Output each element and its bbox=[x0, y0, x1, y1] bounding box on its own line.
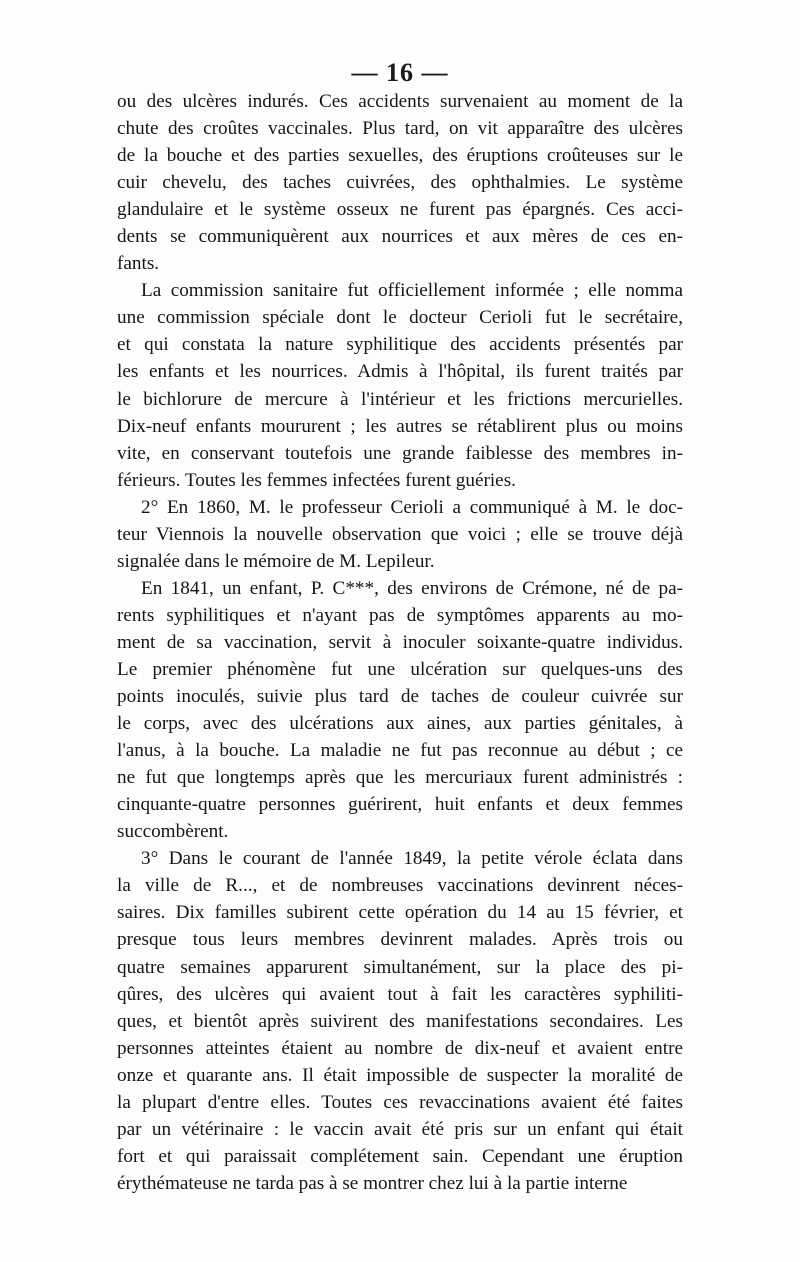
text-line: ne fut que longtemps après que les mercuriaux furent administrés : bbox=[117, 767, 683, 789]
text-line: vite, en conservant toutefois une grande faiblesse des membres in- bbox=[117, 442, 683, 464]
text-line: ou des ulcères indurés. Ces accidents survenaient au moment de la bbox=[117, 91, 683, 112]
text-line: cuir chevelu, des taches cuivrées, des ophthalmies. Le système bbox=[117, 172, 683, 194]
text-line: La commission sanitaire fut officiellement informée ; elle nomma bbox=[141, 280, 683, 302]
text-line: presque tous leurs membres devinrent malades. Après trois ou bbox=[117, 929, 683, 951]
text-line: la ville de R..., et de nombreuses vaccinations devinrent néces- bbox=[117, 875, 683, 897]
text-line: points inoculés, suivie plus tard de taches de couleur cuivrée sur bbox=[117, 686, 683, 708]
page-number: — 16 — bbox=[351, 58, 449, 87]
text-line: Dix-neuf enfants moururent ; les autres se rétablirent plus ou moins bbox=[117, 415, 683, 437]
text-line: ment de sa vaccination, servit à inoculer soixante-quatre individus. bbox=[117, 631, 683, 653]
body-text bbox=[117, 88, 683, 1197]
text-line: fort et qui paraissait complétement sain. Cependant une éruption bbox=[117, 1145, 683, 1167]
text-line: la plupart d'entre elles. Toutes ces revaccinations avaient été faites bbox=[117, 1091, 683, 1113]
text-line: dents se communiquèrent aux nourrices et aux mères de ces en- bbox=[117, 226, 683, 248]
text-line: En 1841, un enfant, P. C***, des environs de Crémone, né de pa- bbox=[141, 577, 683, 599]
text-line: chute des croûtes vaccinales. Plus tard, on vit apparaître des ulcères bbox=[117, 118, 683, 140]
text-line: onze et quarante ans. Il était impossible de suspecter la moralité de bbox=[117, 1064, 683, 1086]
text-line: teur Viennois la nouvelle observation que voici ; elle se trouve déjà bbox=[117, 523, 683, 545]
text-line: fants. bbox=[117, 253, 160, 275]
text-line: érythémateuse ne tarda pas à se montrer chez lui à la partie interne bbox=[117, 1172, 628, 1194]
text-line: le bichlorure de mercure à l'intérieur et les frictions mercurielles. bbox=[117, 388, 683, 410]
paragraph bbox=[117, 575, 683, 845]
text-line: de la bouche et des parties sexuelles, des éruptions croûteuses sur le bbox=[117, 145, 683, 167]
text-line: 2° En 1860, M. le professeur Cerioli a communiqué à M. le doc- bbox=[141, 496, 683, 518]
paragraph bbox=[117, 845, 683, 1197]
paragraph bbox=[117, 494, 683, 575]
text-line: ques, et bientôt après suivirent des manifestations secondaires. Les bbox=[117, 1010, 683, 1032]
text-line: quatre semaines apparurent simultanément, sur la place des pi- bbox=[117, 956, 683, 978]
text-line: une commission spéciale dont le docteur Cerioli fut le secrétaire, bbox=[117, 307, 683, 329]
paragraph bbox=[117, 88, 683, 277]
text-line: rents syphilitiques et n'ayant pas de symptômes apparents au mo- bbox=[117, 604, 683, 626]
text-line: saires. Dix familles subirent cette opération du 14 au 15 février, et bbox=[117, 902, 683, 924]
text-line: personnes atteintes étaient au nombre de dix-neuf et avaient entre bbox=[117, 1037, 683, 1059]
text-line: férieurs. Toutes les femmes infectées furent guéries. bbox=[117, 469, 516, 491]
text-line: et qui constata la nature syphilitique des accidents présentés par bbox=[117, 334, 683, 356]
text-line: glandulaire et le système osseux ne furent pas épargnés. Ces acci- bbox=[117, 199, 683, 221]
text-line: qûres, des ulcères qui avaient tout à fait les caractères syphiliti- bbox=[117, 983, 683, 1005]
text-line: le corps, avec des ulcérations aux aines, aux parties génitales, à bbox=[117, 713, 683, 735]
text-line: succombèrent. bbox=[117, 821, 229, 843]
text-line: par un vétérinaire : le vaccin avait été pris sur un enfant qui était bbox=[117, 1118, 683, 1140]
text-line: l'anus, à la bouche. La maladie ne fut pas reconnue au début ; ce bbox=[117, 740, 683, 762]
text-line: signalée dans le mémoire de M. Lepileur. bbox=[117, 550, 435, 572]
text-line: Le premier phénomène fut une ulcération sur quelques-uns des bbox=[117, 658, 683, 680]
text-line: 3° Dans le courant de l'année 1849, la petite vérole éclata dans bbox=[141, 848, 683, 870]
paragraph bbox=[117, 277, 683, 493]
text-line: cinquante-quatre personnes guérirent, huit enfants et deux femmes bbox=[117, 794, 683, 816]
text-line: les enfants et les nourrices. Admis à l'hôpital, ils furent traités par bbox=[117, 361, 683, 383]
